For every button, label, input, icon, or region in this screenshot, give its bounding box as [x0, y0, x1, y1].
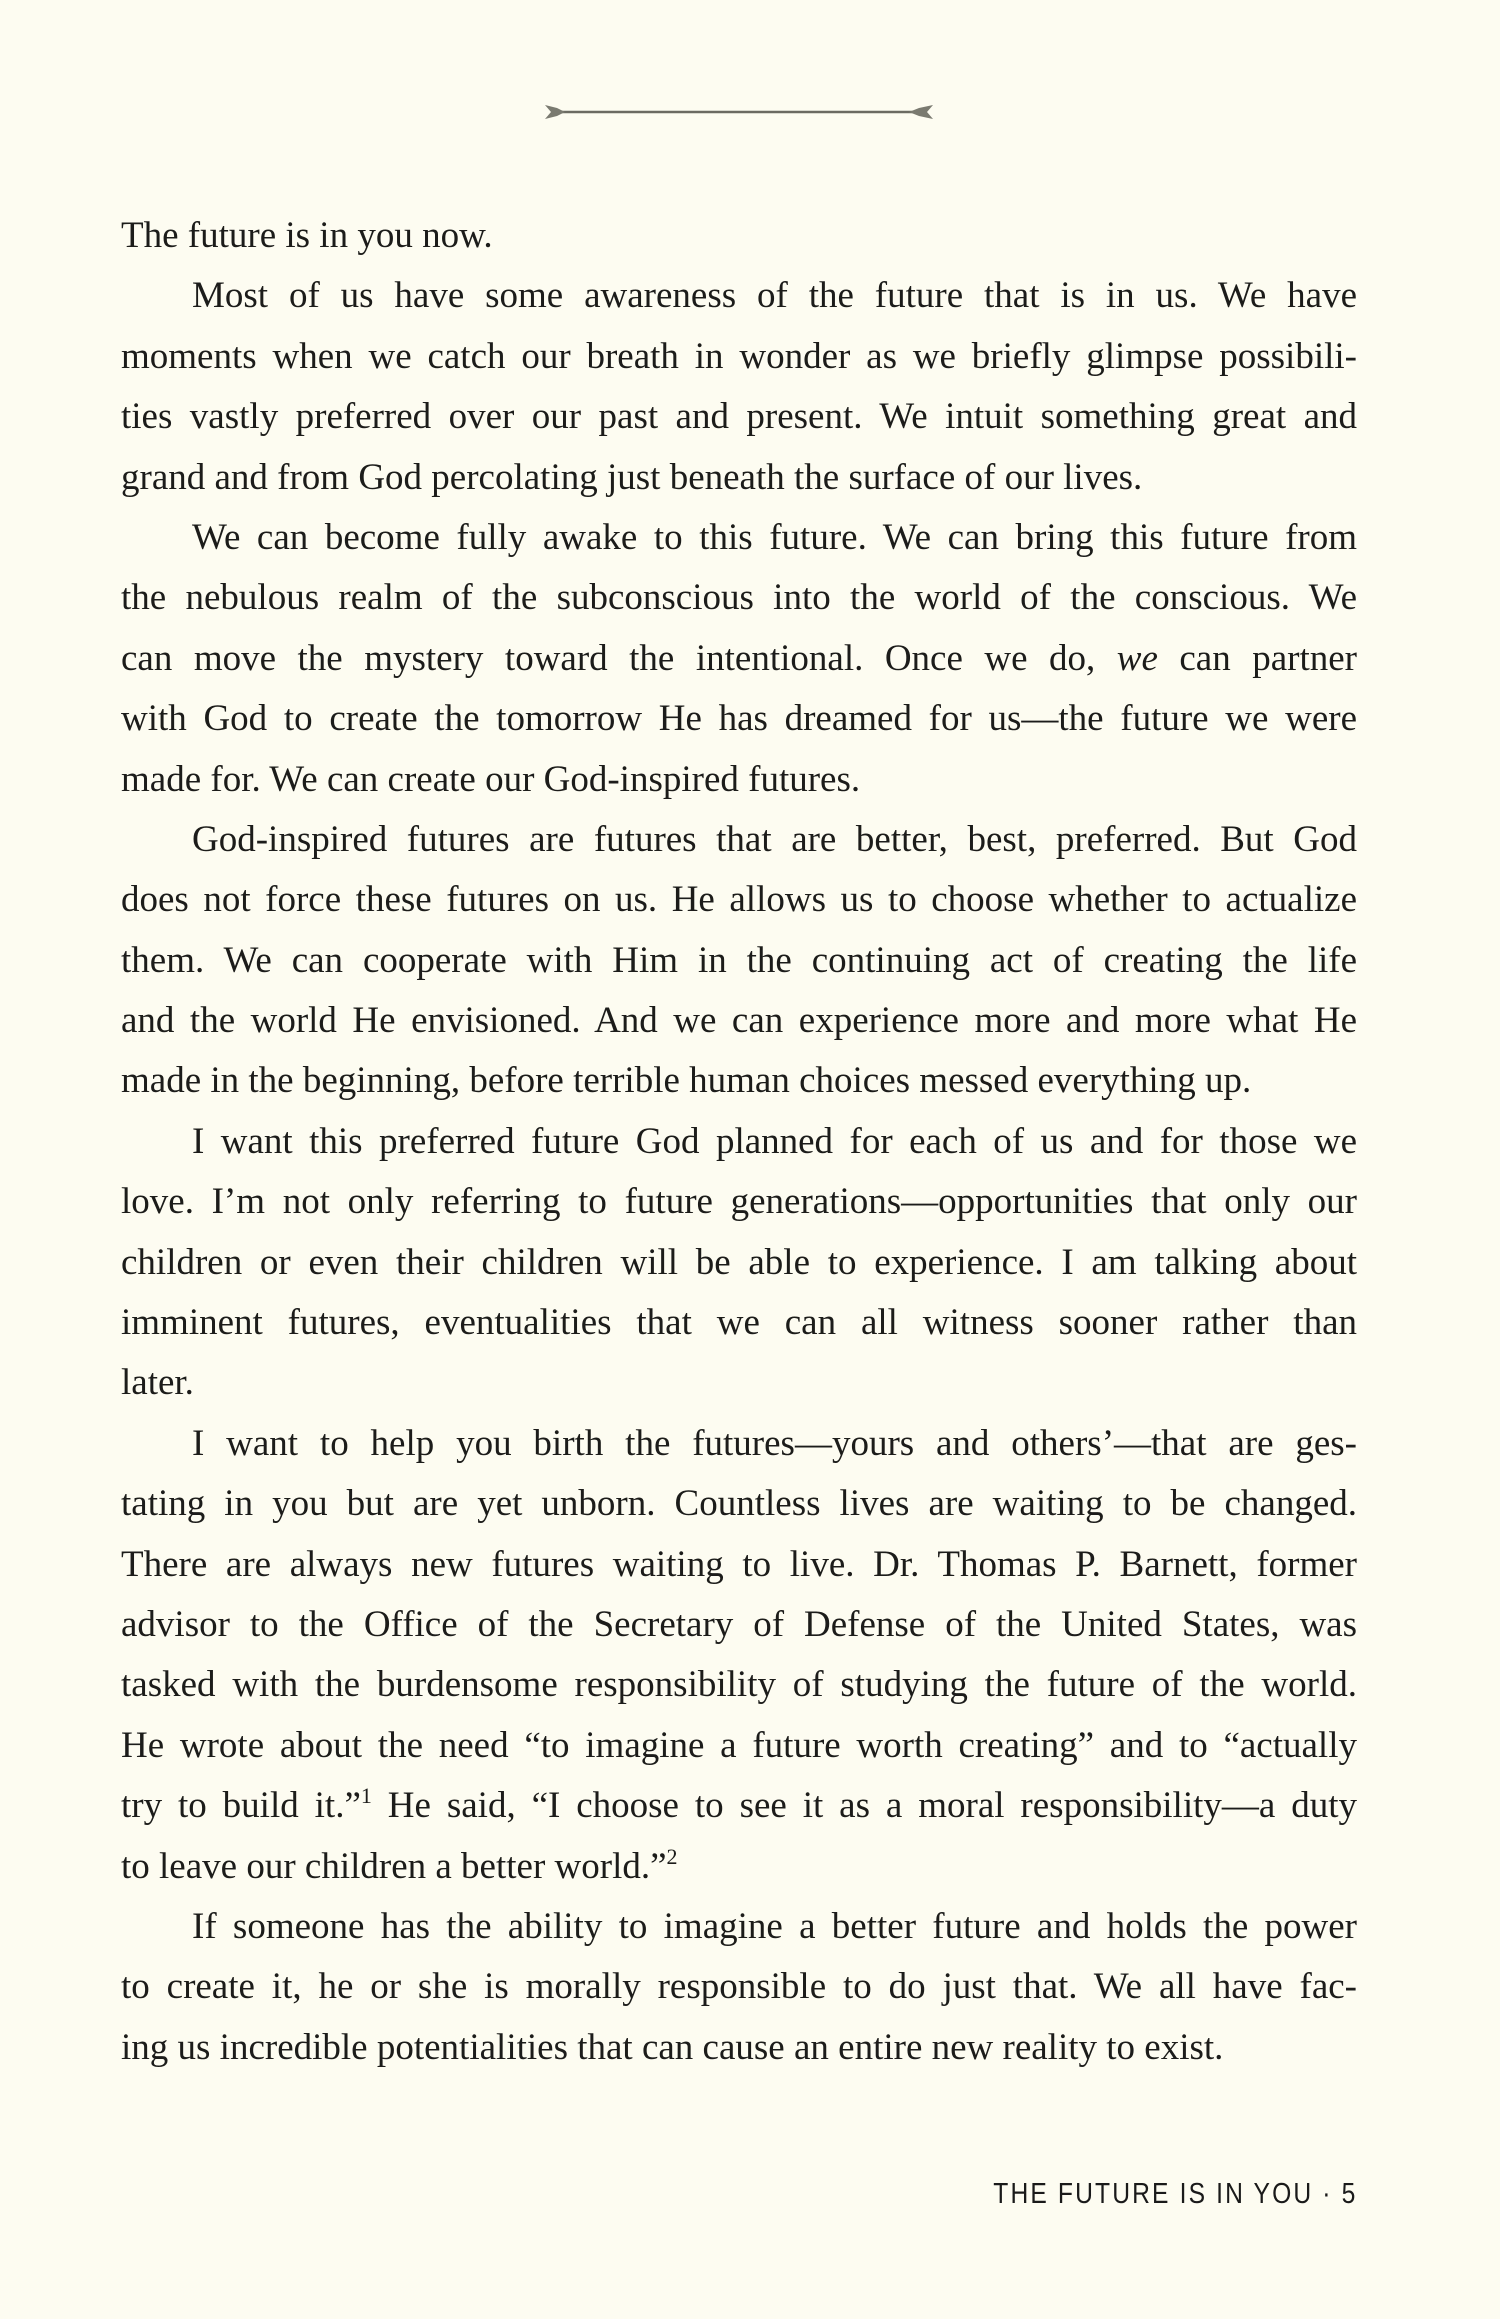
text-line: tasked with the burdensome responsibility of studying the future of the world.: [121, 1664, 1357, 1706]
text-line: them. We can cooperate with Him in the continuing act of creating the life: [121, 939, 1357, 981]
emphasis-text: we: [1116, 637, 1158, 679]
footnote-marker: 2: [666, 1843, 678, 1869]
text-line: with God to create the tomorrow He has dreamed for us—the future we were: [121, 698, 1357, 740]
text-segment: can partner: [1157, 637, 1357, 679]
text-segment: to leave our children a better world.”: [121, 1845, 667, 1887]
text-line: the nebulous realm of the subconscious into the world of the conscious. We: [121, 577, 1357, 619]
arrow-divider-icon: [543, 100, 935, 124]
text-line: love. I’m not only referring to future generations—opportunities that only our: [121, 1181, 1357, 1223]
running-head: THE FUTURE IS IN YOU · 5: [992, 2178, 1357, 2210]
text-line: [121, 1776, 1357, 1836]
text-segment: can move the mystery toward the intentional. Once we do,: [121, 637, 1117, 679]
text-line: imminent futures, eventualities that we can all witness sooner rather than: [121, 1302, 1357, 1344]
text-line: and the world He envisioned. And we can experience more and more what He: [121, 1000, 1357, 1042]
text-line: Most of us have some awareness of the future that is in us. We have: [192, 275, 1357, 317]
text-segment: He said, “I choose to see it as a moral responsibility—a duty: [371, 1785, 1357, 1827]
text-line: made in the beginning, before terrible human choices messed everything up.: [121, 1060, 1252, 1102]
text-line: I want to help you birth the futures—yours and others’—that are ges-: [192, 1422, 1357, 1464]
text-line: moments when we catch our breath in wonder as we briefly glimpse possibili-: [121, 335, 1357, 377]
text-line: If someone has the ability to imagine a better future and holds the power: [192, 1905, 1357, 1947]
text-segment: try to build it.”: [121, 1785, 361, 1827]
text-line: There are always new futures waiting to live. Dr. Thomas P. Barnett, former: [121, 1543, 1357, 1585]
text-line: The future is in you now.: [121, 215, 493, 256]
text-line: [121, 1837, 1357, 1897]
text-line: ties vastly preferred over our past and present. We intuit something great and: [121, 396, 1357, 438]
text-line: to create it, he or she is morally responsible to do just that. We all have fac-: [121, 1966, 1357, 2008]
text-line: He wrote about the need “to imagine a future worth creating” and to “actually: [121, 1724, 1357, 1766]
body-text: [121, 206, 1357, 2078]
text-line: God-inspired futures are futures that are better, best, preferred. But God: [192, 818, 1357, 860]
text-line: advisor to the Office of the Secretary of Defense of the United States, was: [121, 1603, 1357, 1645]
text-line: tating in you but are yet unborn. Countless lives are waiting to be changed.: [121, 1483, 1357, 1525]
text-line: children or even their children will be able to experience. I am talking about: [121, 1241, 1357, 1283]
text-line: We can become fully awake to this future. We can bring this future from: [192, 516, 1357, 558]
text-line: made for. We can create our God-inspired futures.: [121, 758, 861, 800]
text-line: ing us incredible potentialities that can cause an entire new reality to exist.: [121, 2026, 1224, 2068]
footnote-marker: 1: [360, 1783, 372, 1809]
text-line: later.: [121, 1362, 194, 1404]
text-line: I want this preferred future God planned for each of us and for those we: [192, 1120, 1357, 1162]
text-line: [121, 629, 1357, 689]
text-line: does not force these futures on us. He allows us to choose whether to actualize: [121, 879, 1357, 921]
text-line: grand and from God percolating just beneath the surface of our lives.: [121, 456, 1143, 498]
